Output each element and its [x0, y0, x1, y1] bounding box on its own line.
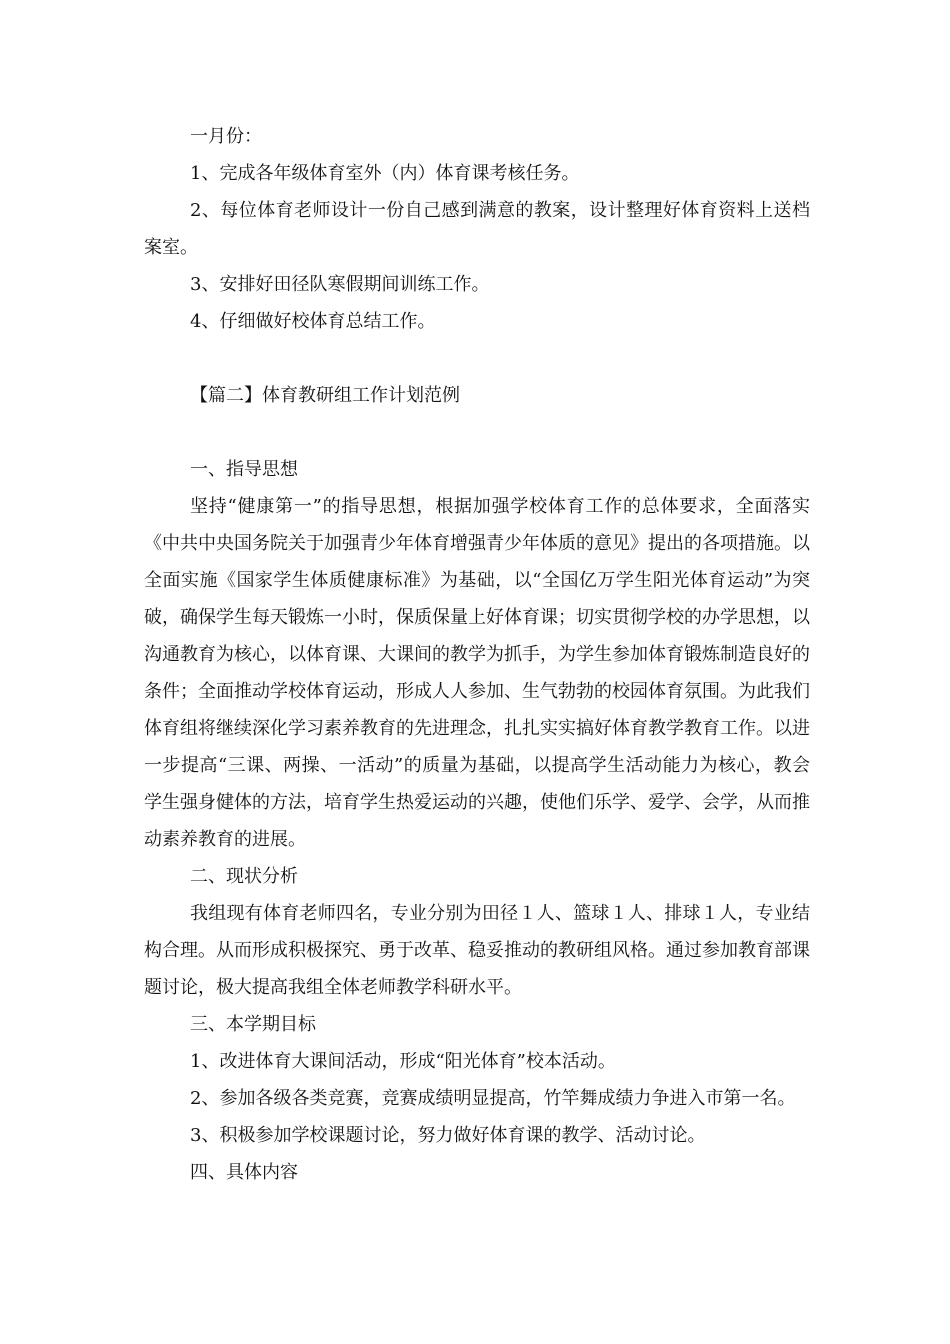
section-heading-semester-goals: 三、本学期目标: [190, 1014, 316, 1035]
list-item: 4、仔细做好校体育总结工作。: [190, 311, 436, 332]
spacer: [144, 340, 810, 377]
article-title: 【篇二】体育教研组工作计划范例: [190, 385, 460, 406]
list-item: 2、参加各级各类竞赛，竞赛成绩明显提高，竹竿舞成绩力争进入市第一名。: [190, 1088, 796, 1109]
list-item: 3、安排好田径队寒假期间训练工作。: [190, 274, 490, 295]
spacer: [144, 414, 810, 451]
list-item: 3、积极参加学校课题讨论，努力做好体育课的教学、活动讨论。: [190, 1125, 706, 1146]
paragraph-guiding-thought: 坚持“健康第一”的指导思想，根据加强学校体育工作的总体要求，全面落实《中共中央国务院关于加强青少年体育增强青少年体质的意见》提出的各项措施。以全面实施《国家学生体质健康标准》为基础，以“全国亿万学生阳光体育运动”为突破，确保学生每天锻炼一小时，保质保量上好体育课；切实贯彻学校的办学思想，以沟通教育为核心，以体育课、大课间的教学为抓手，为学生参加体育锻炼制造良好的条件；全面推动学校体育运动，形成人人参加、生气勃勃的校园体育氛围。为此我们体育组将继续深化学习素养教育的先进理念，扎扎实实搞好体育教学教育工作。以进一步提高“三课、两操、一活动”的质量为基础，以提高学生活动能力为核心，教会学生强身健体的方法，培育学生热爱运动的兴趣，使他们乐学、爱学、会学，从而推动素养教育的进展。: [144, 496, 810, 850]
section-heading-specific-content: 四、具体内容: [190, 1162, 298, 1183]
section-heading-status-analysis: 二、现状分析: [190, 866, 298, 887]
document-body: [144, 118, 810, 1191]
list-item: 2、每位体育老师设计一份自己感到满意的教案，设计整理好体育资料上送档案室。: [144, 200, 810, 258]
list-item: 1、完成各年级体育室外（内）体育课考核任务。: [190, 163, 580, 184]
list-item: 1、改进体育大课间活动，形成“阳光体育”校本活动。: [190, 1051, 616, 1072]
section-heading-guiding-thought: 一、指导思想: [190, 459, 298, 480]
paragraph-status-analysis: 我组现有体育老师四名，专业分别为田径１人、篮球１人、排球１人，专业结构合理。从而形成积极探究、勇于改革、稳妥推动的教研组风格。通过参加教育部课题讨论，极大提高我组全体老师教学科研水平。: [144, 903, 810, 998]
section-title-january: 一月份：: [190, 126, 262, 147]
